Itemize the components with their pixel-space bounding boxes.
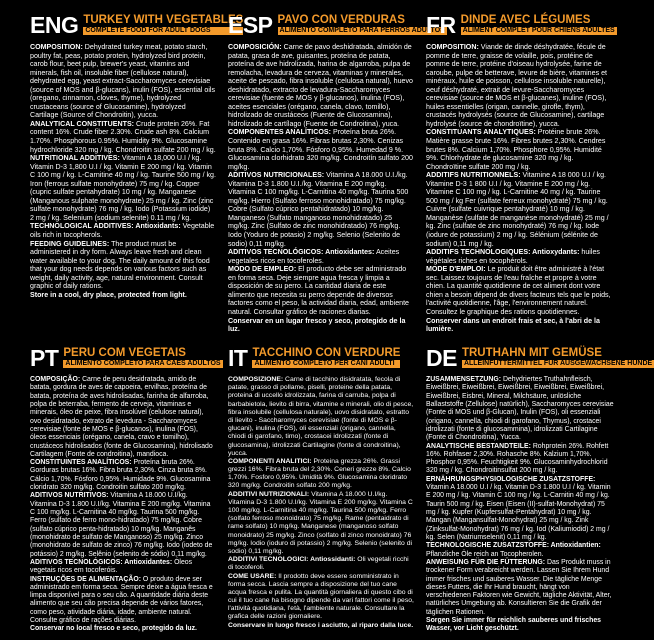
label-paragraph: [228, 622, 414, 630]
label-paragraph: [228, 128, 414, 171]
panel-header: [30, 12, 244, 42]
paragraph-heading: ANALYTISCHE BESTANDTEILE:: [426, 442, 531, 450]
paragraph-text: Le produit doit être administré à l'état sec. Laissez toujours de l'eau fraîche et propre à votre chien. La quantité quotidienne de cet aliment dont votre chien a besoin dépend de divers facteurs tels que le poids, l'activité quotidienne, l'âge, l'environnement naturel. Consultez le graphique des rations quotidiennes.: [426, 265, 611, 316]
label-paragraph: [426, 317, 614, 334]
label-paragraph: [228, 43, 414, 128]
paragraph-heading: COMPONENTES ANALÍTICOS:: [228, 128, 331, 137]
product-title: [462, 347, 654, 368]
paragraph-heading: COME USARE:: [228, 572, 277, 580]
label-paragraph: [426, 542, 614, 559]
label-paragraph: [30, 559, 216, 576]
product-title: [63, 347, 222, 368]
label-paragraph: [228, 317, 414, 334]
paragraph-heading: ADITIVOS NUTRITIVOS:: [30, 492, 109, 500]
label-paragraph: [30, 576, 216, 626]
product-title: [461, 14, 617, 35]
paragraph-heading: TECHNOLOGISCHE ZUSATZSTOFFE: Antioxidantien:: [426, 542, 601, 550]
paragraph-heading: Conservar en un lugar fresco y seco, protegido de la luz.: [228, 316, 406, 334]
paragraph-text: Carne di tacchino disidratata, fecola di patate, grasso di pollame, piselli, proteine della patata, proteina di uccello idrolizzata, farina di carruba, polpa di barbabietola, lievito di birra, vitamine e minerali, olio di pesce, fibra insolubile (cellulosa naturale), uovo disidratato, estratto di lievito - Saccharomyces cerevisiae (fonte di MOS e β-glucani), inulina (FOS), oli essenziali (origano, cannella, chiodi di garofano, timo), crostacei idrolizzati (fonte di glucosamina), idrolizzati Cartilagine (fonte di condroitina), yucca.: [228, 376, 414, 457]
panel-body: [30, 43, 216, 299]
paragraph-text: Oli vegetali ricchi di tocoferoli.: [228, 556, 409, 572]
paragraph-heading: Sorgen Sie immer für reichlich sauberes und frisches Wasser, vor Licht geschützt.: [426, 617, 602, 633]
label-paragraph: [426, 476, 614, 543]
paragraph-heading: INSTRUÇÕES DE ALIMENTAÇÃO:: [30, 575, 142, 583]
panel-body: [228, 43, 414, 334]
paragraph-text: Vitamina A 18.000 U.I/kg. Vitamina D-3 1.800 U.I/kg. Vitamina E 200 mg/kg. Vitamina C 100 mg/kg. L-Carnitina 40 mg/kg. Taurina 500 mg/kg. Ferro (solfato ferroso monoidrato) 75 mg/kg. Rame (pentaidrato di rame solfato) 10 mg/kg. Manganese (manganoso solfato monoidrato) 25 mg/kg. Zinco (solfato di zinco monoidrato) 76 mg/kg. Iodio (ioduro di potassio) 2 mg/kg. Selenio (selenito di sodio) 0,11 mg/kg.: [228, 490, 413, 555]
label-paragraph: [228, 491, 414, 557]
paragraph-text: Crude protein 26%. Fat content 16%. Crude fiber 2.30%. Crude ash 8%. Calcium 1.70%. Phosphorous 0.95%. Humidity 9%. Glucosamine hydrochloride 320 mg / kg. Chondroitin sulfate 200 mg / kg.: [30, 119, 216, 154]
product-name: DINDE AVEC LÉGUMES: [460, 14, 591, 26]
language-code: ESP: [228, 12, 273, 38]
label-paragraph: [228, 458, 414, 491]
paragraph-heading: Conservare in luogo fresco i asciutto, al riparo dalla luce.: [228, 621, 414, 629]
paragraph-heading: ADDITIVI NUTRIZIONALI:: [228, 490, 310, 498]
paragraph-text: Vitamina A 18.000 U.I/kg. Vitamina D-3 1.800 U.I/kg. Vitamina E 200 mg/kg. Vitamina C 100 mg/kg. L-Carnitina 40 mg/kg. Taurina 500 mg/kg. Ferro (sulfato de ferro mono-hidratado) 75 mg/kg. Cobre (sulfato cúprico penta-hidratado) 10 mg/kg. Manganês (monohidrato de sulfato de Manganoso) 25 mg/kg. Zinco (monohidrato de sulfato de zinco) 76 mg/kg. Iodo (iodeto de potássio) 2 mg/kg. Selênio (selenito de sódio) 0,11 mg/kg.: [30, 492, 213, 558]
label-paragraph: [30, 154, 216, 222]
panel-esp: [228, 12, 445, 341]
label-paragraph: [426, 617, 614, 634]
label-paragraph: [30, 120, 216, 154]
panel-header: [426, 345, 653, 375]
paragraph-text: El producto debe ser administrado en forma seca. Deje siempre agua fresca y limpia a disposición de su perro. La cantidad diaria de este alimento que necesita su perro depende de diversos factores como el peso, la actividad diaria, edad, ambiente natural. Consultar gráfico de raciones diarias.: [228, 265, 409, 316]
label-paragraph: [228, 248, 414, 265]
paragraph-heading: CONSTITUANTS ANALYTIQUES:: [426, 128, 536, 137]
paragraph-heading: Conservar no local fresco e seco, protegido da luz.: [30, 625, 197, 633]
paragraph-text: Carne de pavo deshidratada, almidón de patata, grasa de ave, guisantes, proteína de patata, proteína de ave hidrolizada, harina de algarroba, pulpa de remolacha, levadura de cerveza, vitaminas y minerales, aceite de pescado, fibra insoluble (celulosa natural), huevo deshidratado, extracto de levadura-Saccharomyces cerevisiae (fuente de MOS y β-glucanos), inulina (FOS), aceites esenciales (orégano, canela, clavo, tomillo), hidrolizado de crustáceos (Fuente de Glucosamina), hidrolizado de cartílago (Fuente de Condroitina), yuca.: [228, 43, 413, 128]
paragraph-text: Proteína bruta 26%. Gorduras brutas 16%. Fibra bruta 2,30%. Cinza bruta 8%. Cálcio 1,70%. Fósforo 0,95%. Humidade 9%. Glucosamina cloridrato 320 mg/kg. Condroitin sulfato 200 mg/kg.: [30, 459, 211, 492]
paragraph-heading: CONSTITUINTES ANALÍTICOS:: [30, 459, 132, 467]
product-name: PAVO CON VERDURAS: [277, 14, 405, 26]
paragraph-heading: ADDITIFS TECHNOLOGIQUES: Antioxydants:: [426, 248, 580, 257]
paragraph-heading: ADDITIVI TECNOLOGICI: Antiossidanti:: [228, 556, 356, 564]
product-name: TURKEY WITH VEGETABLES: [83, 14, 244, 26]
product-subtitle: COMPLETE FOOD FOR ADULT DOGS: [83, 27, 243, 35]
paragraph-text: Vitamine A 18 000 U.I / kg. Vitamine D-3 1 800 U.I / kg. Vitamine E 200 mg / kg. Vitamine C 100 mg / kg. L-Carnitine 40 mg / kg. Taurine 500 mg / kg Fer (sulfate ferreux monohydraté) 75 mg / kg. Cuivre (sulfate cuivrique pentahydraté) 10 mg / kg. Manganèse (sulfate de manganèse monohydraté) 25 mg / kg. Zinc (sulfate de zinc monohydraté) 76 mg / kg. Iode (iodure de potassium) 2 mg / kg. Sélénium (sélénite de sodium) 0,11 mg / kg.: [426, 171, 609, 248]
paragraph-heading: ADITIVOS TECNOLÓGICOS: Antioxidantes:: [228, 248, 375, 257]
label-paragraph: [426, 171, 614, 248]
product-title: [278, 14, 447, 35]
paragraph-heading: COMPONENTI ANALITICI:: [228, 457, 312, 465]
paragraph-heading: COMPOSITION:: [30, 43, 83, 51]
label-paragraph: [30, 291, 216, 300]
label-paragraph: [426, 443, 614, 476]
panel-body: [228, 376, 414, 630]
product-subtitle: ALIMENT COMPLET POUR CHIENS ADULTES: [462, 27, 615, 34]
paragraph-text: Dehydrated turkey meat, potato starch, poultry fat, peas, potato protein, hydrolyzed bird protein, carob flour, beet pulp, brewer's yeast, vitamins and minerals, fish oil, insoluble fiber (cellulose natural), dehydrated egg, yeast extract-Saccharomyces cerevisiae (source of MOS and β-glucans), inulin (FOS), essential oils (oregano, cinnamon, cloves, thyme), hydrolyzed crustaceans (source of Glucosamine), hydrolyzed Cartilage (Source of Chondroitin), yucca.: [30, 43, 216, 120]
paragraph-text: Óleos vegetais ricos em tocoferóis.: [30, 558, 193, 575]
paragraph-heading: ANALYTICAL CONSTITUENTS:: [30, 119, 135, 128]
paragraph-heading: ANWEISUNG FÜR DIE FÜTTERUNG:: [426, 558, 546, 566]
paragraph-text: Proteina grezza 26%. Grassi grezzi 16%. Fibra bruta del 2,30%. Ceneri grezze 8%. Calcio 1,70%. Fosforo 0,95%. Umidità 9%. Glucosamina cloridrato 320 mg/kg. Condroitin solfato 200 mg/kg.: [228, 457, 411, 490]
paragraph-text: Vitamin A 18.000 U.I / kg. Vitamin D-3 1.800 U.I / kg. Vitamin E 200 mg / kg. Vitamin C 100 mg / kg. L-Carnitin 40 mg / kg. Taurin 500 mg / kg. Eisen (Eisen (II)-sulfat-Monohydrat) 75 mg / kg. Kupfer (Kupfersulfat-Pentahydrat) 10 mg / kg. Mangan (Mangansulfat-Monohydrat) 25 mg / kg. Zink (Zinksulfat-Monohydrat) 76 mg / kg. Iod (Kaliumiodid) 2 mg / kg. Selen (Natriumselenit) 0,11 mg / kg.: [426, 484, 611, 541]
panel-pt: [30, 345, 221, 635]
paragraph-text: Dehydriertes Truthahnfleisch, Eiweißbrei, Eiweißbrei, Eiweißbrei, Eiweißbrei, Eiweißbrei, Eiweißbrei, Eisbrei, Mineral, Milchsäure, unlösliche Ballaststoffe (Zellulose) natürlich), Saccharomyces cerevisiae (Fonte di MOS und β-Glucan), Inulin (FOS), oli essenziali (origano, cannella, chiodi di garofano, Thymus), crostacei idrolizzati (fonte di glucosammina), idrolizzati Cartilagine (Fonte di Chondroitina), Yucca.: [426, 376, 614, 442]
paragraph-heading: COMPOSITION:: [426, 43, 479, 51]
panel-header: [426, 12, 614, 42]
label-paragraph: [426, 559, 614, 617]
paragraph-text: Vegetable oils rich in tocopherols.: [30, 222, 215, 240]
paragraph-heading: Store in a cool, dry place, protected from light.: [30, 290, 187, 299]
paragraph-heading: MODE D'EMPLOI:: [426, 265, 486, 274]
paragraph-text: Pflanzliche Öle reich an Tocopherolen.: [426, 550, 544, 558]
panel-de: [426, 345, 653, 635]
label-paragraph: [30, 376, 216, 459]
paragraph-text: Protéine brute 26%. Matière grasse brute 16%. Fibres brutes 2,30%. Cendres brutes 8%. Calcium 1,70%. Phosphore 0,95%. Humidité 9%. Chlorhydrate de glucosamine 320 mg / kg. Chondroïtine sulfate 200 mg / kg.: [426, 128, 606, 171]
panel-header: [30, 345, 221, 375]
label-paragraph: [30, 625, 216, 633]
paragraph-text: Vitamin A 18,000 U.I / kg. Vitamin D-3 1,800 U.I / kg. Vitamin E 200 mg / kg. Vitamin C 100 mg / kg. L-Carnitine 40 mg / kg. Taurine 500 mg / kg. Iron (ferrous sulfate monohydrate) 75 mg / kg. Copper (cupric sulfate pentahydrate) 10 mg / kg. Manganese (Manganous sulphate monohydrate) 25 mg / kg. Zinc (zinc sulfate monohydrate) 76 mg / kg. Iodo (Potassium iodide) 2 mg / kg. Selenium (sodium selenite) 0.11 mg / kg.: [30, 154, 216, 222]
paragraph-heading: ERNÄHRUNGSPHYSIOLOGISCHE ZUSATZSTOFFE:: [426, 475, 596, 483]
paragraph-heading: TECHNOLOGICAL ADDITIVES: Antioxidants:: [30, 222, 181, 231]
label-paragraph: [228, 573, 414, 622]
paragraph-text: Aceites vegetales ricos en tocoferoles.: [228, 248, 400, 265]
paragraph-text: huiles végétales riches en tocophérols.: [426, 248, 600, 265]
panel-body: [30, 376, 216, 634]
paragraph-text: Carne de peru desidratada, amido de batata, gordura de aves de capoeira, ervilhas, proteína de batata, proteína de aves hidrolisadas, farinha de alfarroba, polpa de beterraba, fermento de cerveja, vitaminas e minerais, óleo de peixe, fibra insolúvel (celulose natural), ovo desidratado, extrato de levedura - Saccharomyces cerevisiae (fonte de MOS e β-glucanos), inulina (FOS), óleos essenciais (orégano, canela, cravo e tomilho), crustáceos hidrolisados (fonte de Glucosamina), hidrolisado Cartilagem (Fonte de condroitina), mandioca.: [30, 376, 213, 458]
paragraph-heading: ADITIVOS NUTRICIONALES:: [228, 171, 325, 180]
label-paragraph: [30, 222, 216, 239]
panel-eng: [30, 12, 244, 341]
paragraph-heading: Conserver dans un endroit frais et sec, à l'abri de la lumière.: [426, 316, 600, 334]
language-code: DE: [426, 345, 457, 371]
label-paragraph: [30, 459, 216, 492]
paragraph-heading: FEEDING GUIDELINES:: [30, 239, 110, 248]
paragraph-heading: ADITIVOS TECNOLÓGICOS: Antioxidantes:: [30, 558, 173, 566]
product-subtitle: ALIMENTO COMPLETO PARA PERROS ADULTOS: [279, 27, 445, 34]
label-paragraph: [30, 43, 216, 120]
product-title: [83, 14, 243, 35]
paragraph-heading: NUTRITIONAL ADDITIVES:: [30, 154, 120, 163]
paragraph-heading: COMPOSICIÓN:: [228, 43, 282, 51]
product-name: TRUTHAHN MIT GEMÜSE: [461, 347, 602, 359]
paragraph-text: O produto deve ser administrado em forma seca. Sempre deixe a água fresca e limpa disponível para o seu cão. A quantidade diária deste alimento que seu cão precisa depende de vários fatores, como peso, atividade diária, idade, ambiente natural. Consulte gráfico de rações diárias.: [30, 575, 213, 625]
paragraph-text: Das Produkt muss in trockener Form verabreicht werden. Lassen Sie Ihrem Hund immer frisches und sauberes Wasser. Die tägliche Menge dieses Futters, die Ihr Hund braucht, hängt von verschiedenen Faktoren wie Gewicht, tägliche Aktivität, Alter, natürliches Umgebung ab. Konsultieren Sie die Grafik der täglichen Rationen.: [426, 558, 612, 616]
label-paragraph: [426, 376, 614, 443]
paragraph-heading: ZUSAMMENSETZUNG:: [426, 376, 502, 383]
label-paragraph: [228, 556, 414, 572]
panel-fr: [426, 12, 614, 341]
paragraph-text: Rohprotein 26%. Rohfett 16%. Rohfaser 2,30%. Rohasche 8%. Kalzium 1,70%. Phosphor 0,95%. Feuchtigkeit 9%. Glucosaminhydrochlorid 320 mg / kg. Chondroitinsulfat 200 mg / kg.: [426, 442, 609, 475]
product-name: PERU COM VEGETAIS: [63, 347, 186, 359]
paragraph-text: Viande de dinde déshydratée, fécule de pomme de terre, graisse de volaille, pois, protéine de pomme de terre, protéine d'oiseau hydrolysée, farine de caroube, pulpe de betterave, levure de bière, vitamines et minéraux, huile de poisson, cellulose insoluble naturelle), oeuf déshydraté, extrait de levure-Saccharomyces cerevisiae (source de MOS et β-glucanes), inuline (FOS), huiles essentielles (origan, cannelle, girofle, thym), crustacés hydrolysés (source de Glucosamine), cartilage hydrolysé (source de chondroïtine), yucca.: [426, 43, 608, 128]
paragraph-heading: MODO DE EMPLEO:: [228, 265, 297, 274]
panel-it: [228, 345, 414, 635]
paragraph-text: Vitamina A 18.000 U.I./kg. Vitamina D-3 1.800 U.I./kg. Vitamina E 200 mg/kg. Vitamina C 100 mg/kg. L-Carnitina 40 mg/kg. Taurina 500 mg/kg. Hierro (Sulfato ferroso monohidratado) 75 mg/kg. Cobre (Sulfato cúprico pentahidratado) 10 mg/kg. Manganeso (Sulfato manganoso monohidratado) 25 mg/kg. Zinc (Sulfato de zinc monohidratado) 76 mg/kg. Iodo (Yoduro de potasio) 2 mg/kg. Selenio (Selenito de sodio) 0,11 mg/kg.: [228, 171, 409, 248]
panel-header: [228, 345, 414, 375]
paragraph-text: Proteína bruta 26%. Contenido en grasa 16%. Fibras brutas 2,30%. Cenizas bruta 8%. Calcio 1,70%. Fósforo 0,95%. Humedad 9 %. Glucosamina clorhidrato 320 mg/kg. Condroitín sulfato 200 mg/kg.: [228, 128, 413, 171]
panel-body: [426, 43, 614, 334]
paragraph-heading: COMPOSIÇÃO:: [30, 376, 81, 383]
label-paragraph: [30, 492, 216, 559]
panel-body: [426, 376, 614, 634]
label-paragraph: [426, 128, 614, 171]
product-subtitle: ALIMENTO COMPLETO PARA CÃES ADULTOS: [65, 360, 221, 367]
label-paragraph: [426, 265, 614, 316]
language-code: ENG: [30, 12, 79, 38]
label-paragraph: [228, 376, 414, 458]
language-code: FR: [426, 12, 456, 38]
language-code: IT: [228, 345, 248, 371]
product-name: TACCHINO CON VERDURE: [252, 347, 401, 359]
label-paragraph: [228, 171, 414, 248]
paragraph-heading: COMPOSIZIONE:: [228, 376, 284, 383]
label-paragraph: [426, 248, 614, 265]
product-subtitle: ALLEINFUTTERMITTEL FÜR AUSGEWACHSENE HUNDE: [463, 360, 653, 367]
product-title: [252, 347, 400, 368]
language-code: PT: [30, 345, 59, 371]
paragraph-text: Il prodotto deve essere somministrato in forma secca. Lascia sempre a disposizione del tuo cane acqua fresca e pulita. La quantità giornaliera di questo cibo di cui il tuo cane ha bisogno dipende da vari fattori come il peso, l'attività quotidiana, l'età, l'ambiente naturale. Consultare la grafica delle razioni giornaliere.: [228, 572, 414, 621]
label-paragraph: [30, 240, 216, 291]
label-paragraph: [228, 265, 414, 316]
paragraph-text: The product must be administered in dry form. Always leave fresh and clean water available to your dog. The daily amount of this food that your dog needs depends on various factors such as weight, daily activity, age, natural environment. Consult graphic of daily rations.: [30, 239, 210, 291]
product-subtitle: ALIMENTO COMPLETO PER CANI ADULTI: [252, 360, 400, 368]
paragraph-heading: ADDITIFS NUTRITIONNELS:: [426, 171, 521, 180]
label-paragraph: [426, 43, 614, 128]
